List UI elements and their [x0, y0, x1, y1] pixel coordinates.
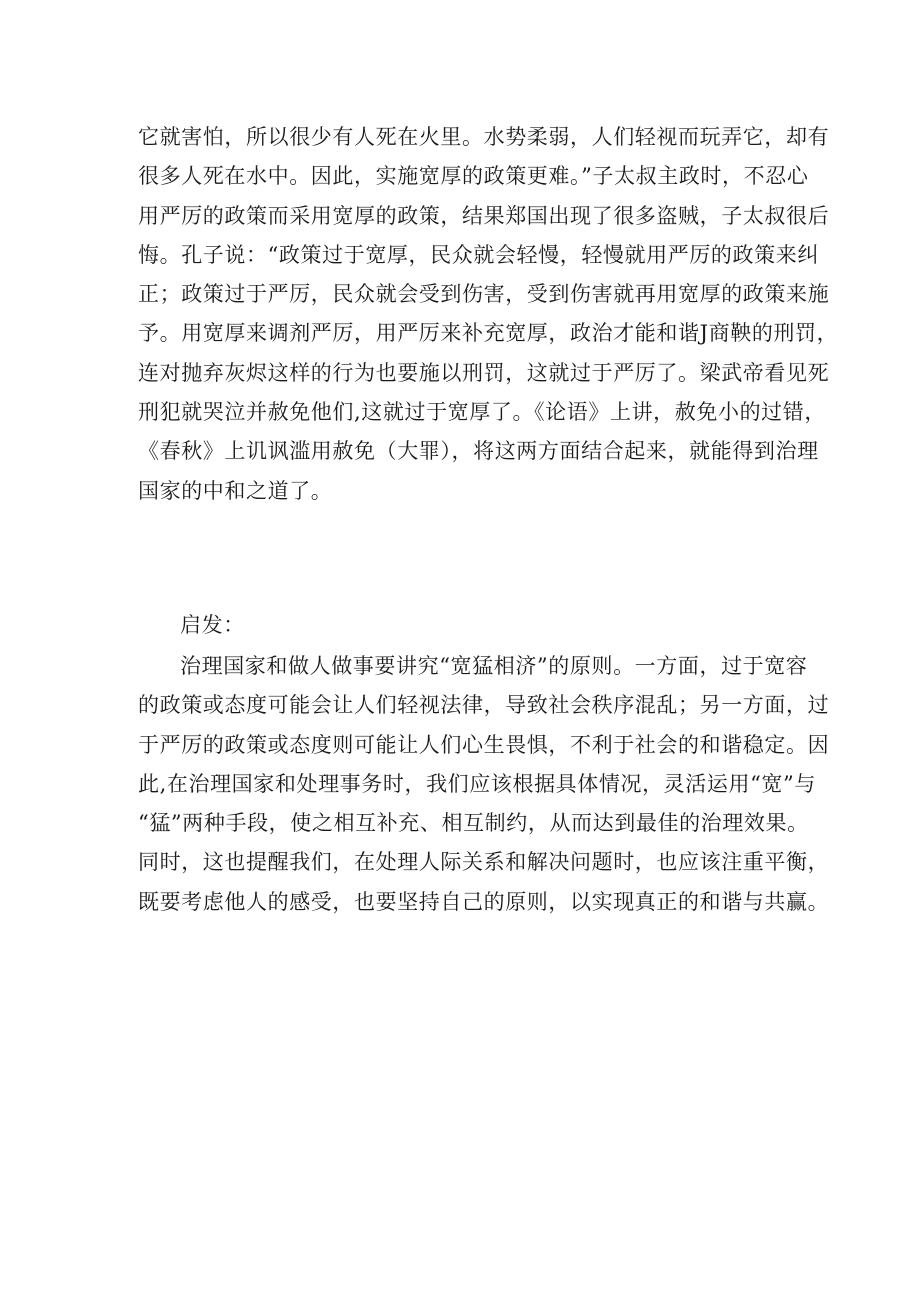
- body-line-1: 它就害怕，所以很少有人死在火里。水势柔弱，人们轻视而玩弄它，却有: [138, 125, 830, 149]
- body-line-8: 刑犯就哭泣并赦免他们,这就过于宽厚了。《论语》上讲，赦免小的过错，: [138, 400, 826, 425]
- insight-heading-text: 启发：: [180, 613, 245, 637]
- body-line-10: 国家的中和之道了。: [138, 478, 333, 503]
- body-paragraph: [138, 118, 839, 511]
- insight-line-4: 此,在治理国家和处理事务时，我们应该根据具体情况，灵活运用“宽”与: [138, 771, 816, 796]
- insight-line-1: 治理国家和做人做事要讲究“宽猛相济”的原则。一方面，过于宽容: [180, 654, 808, 678]
- insight-line-7: 既要考虑他人的感受，也要坚持自己的原则，以实现真正的和谐与共赢。: [138, 889, 830, 914]
- body-line-2: 很多人死在水中。因此，实施宽厚的政策更难。”子太叔主政时，不忍心: [138, 164, 809, 189]
- insight-line-5: “猛”两种手段，使之相互补充、相互制约，从而达到最佳的治理效果。: [138, 811, 809, 836]
- body-line-4: 悔。孔子说：“政策过于宽厚，民众就会轻慢，轻慢就用严厉的政策来纠: [138, 242, 819, 267]
- body-line-3: 用严厉的政策而采用宽厚的政策，结果郑国出现了很多盗贼，子太叔很后: [138, 203, 830, 228]
- insight-line-6: 同时，这也提醒我们，在处理人际关系和解决问题时，也应该注重平衡，: [138, 850, 830, 875]
- insight-paragraph: [138, 647, 830, 922]
- body-line-5: 正；政策过于严厉，民众就会受到伤害，受到伤害就再用宽厚的政策来施: [138, 282, 830, 307]
- insight-heading: [180, 606, 380, 645]
- insight-line-2: 的政策或态度可能会让人们轻视法律，导致社会秩序混乱；另一方面，过: [138, 693, 830, 718]
- body-line-9: 《春秋》上讥讽滥用赦免（大罪），将这两方面结合起来，就能得到治理: [138, 439, 819, 464]
- body-line-7: 连对抛弃灰烬这样的行为也要施以刑罚，这就过于严厉了。梁武帝看见死: [138, 360, 830, 385]
- body-line-6: 予。用宽厚来调剂严厉，用严厉来补充宽厚，政治才能和谐J商鞅的刑罚，: [138, 321, 839, 346]
- insight-line-3: 于严厉的政策或态度则可能让人们心生畏惧，不利于社会的和谐稳定。因: [138, 732, 830, 757]
